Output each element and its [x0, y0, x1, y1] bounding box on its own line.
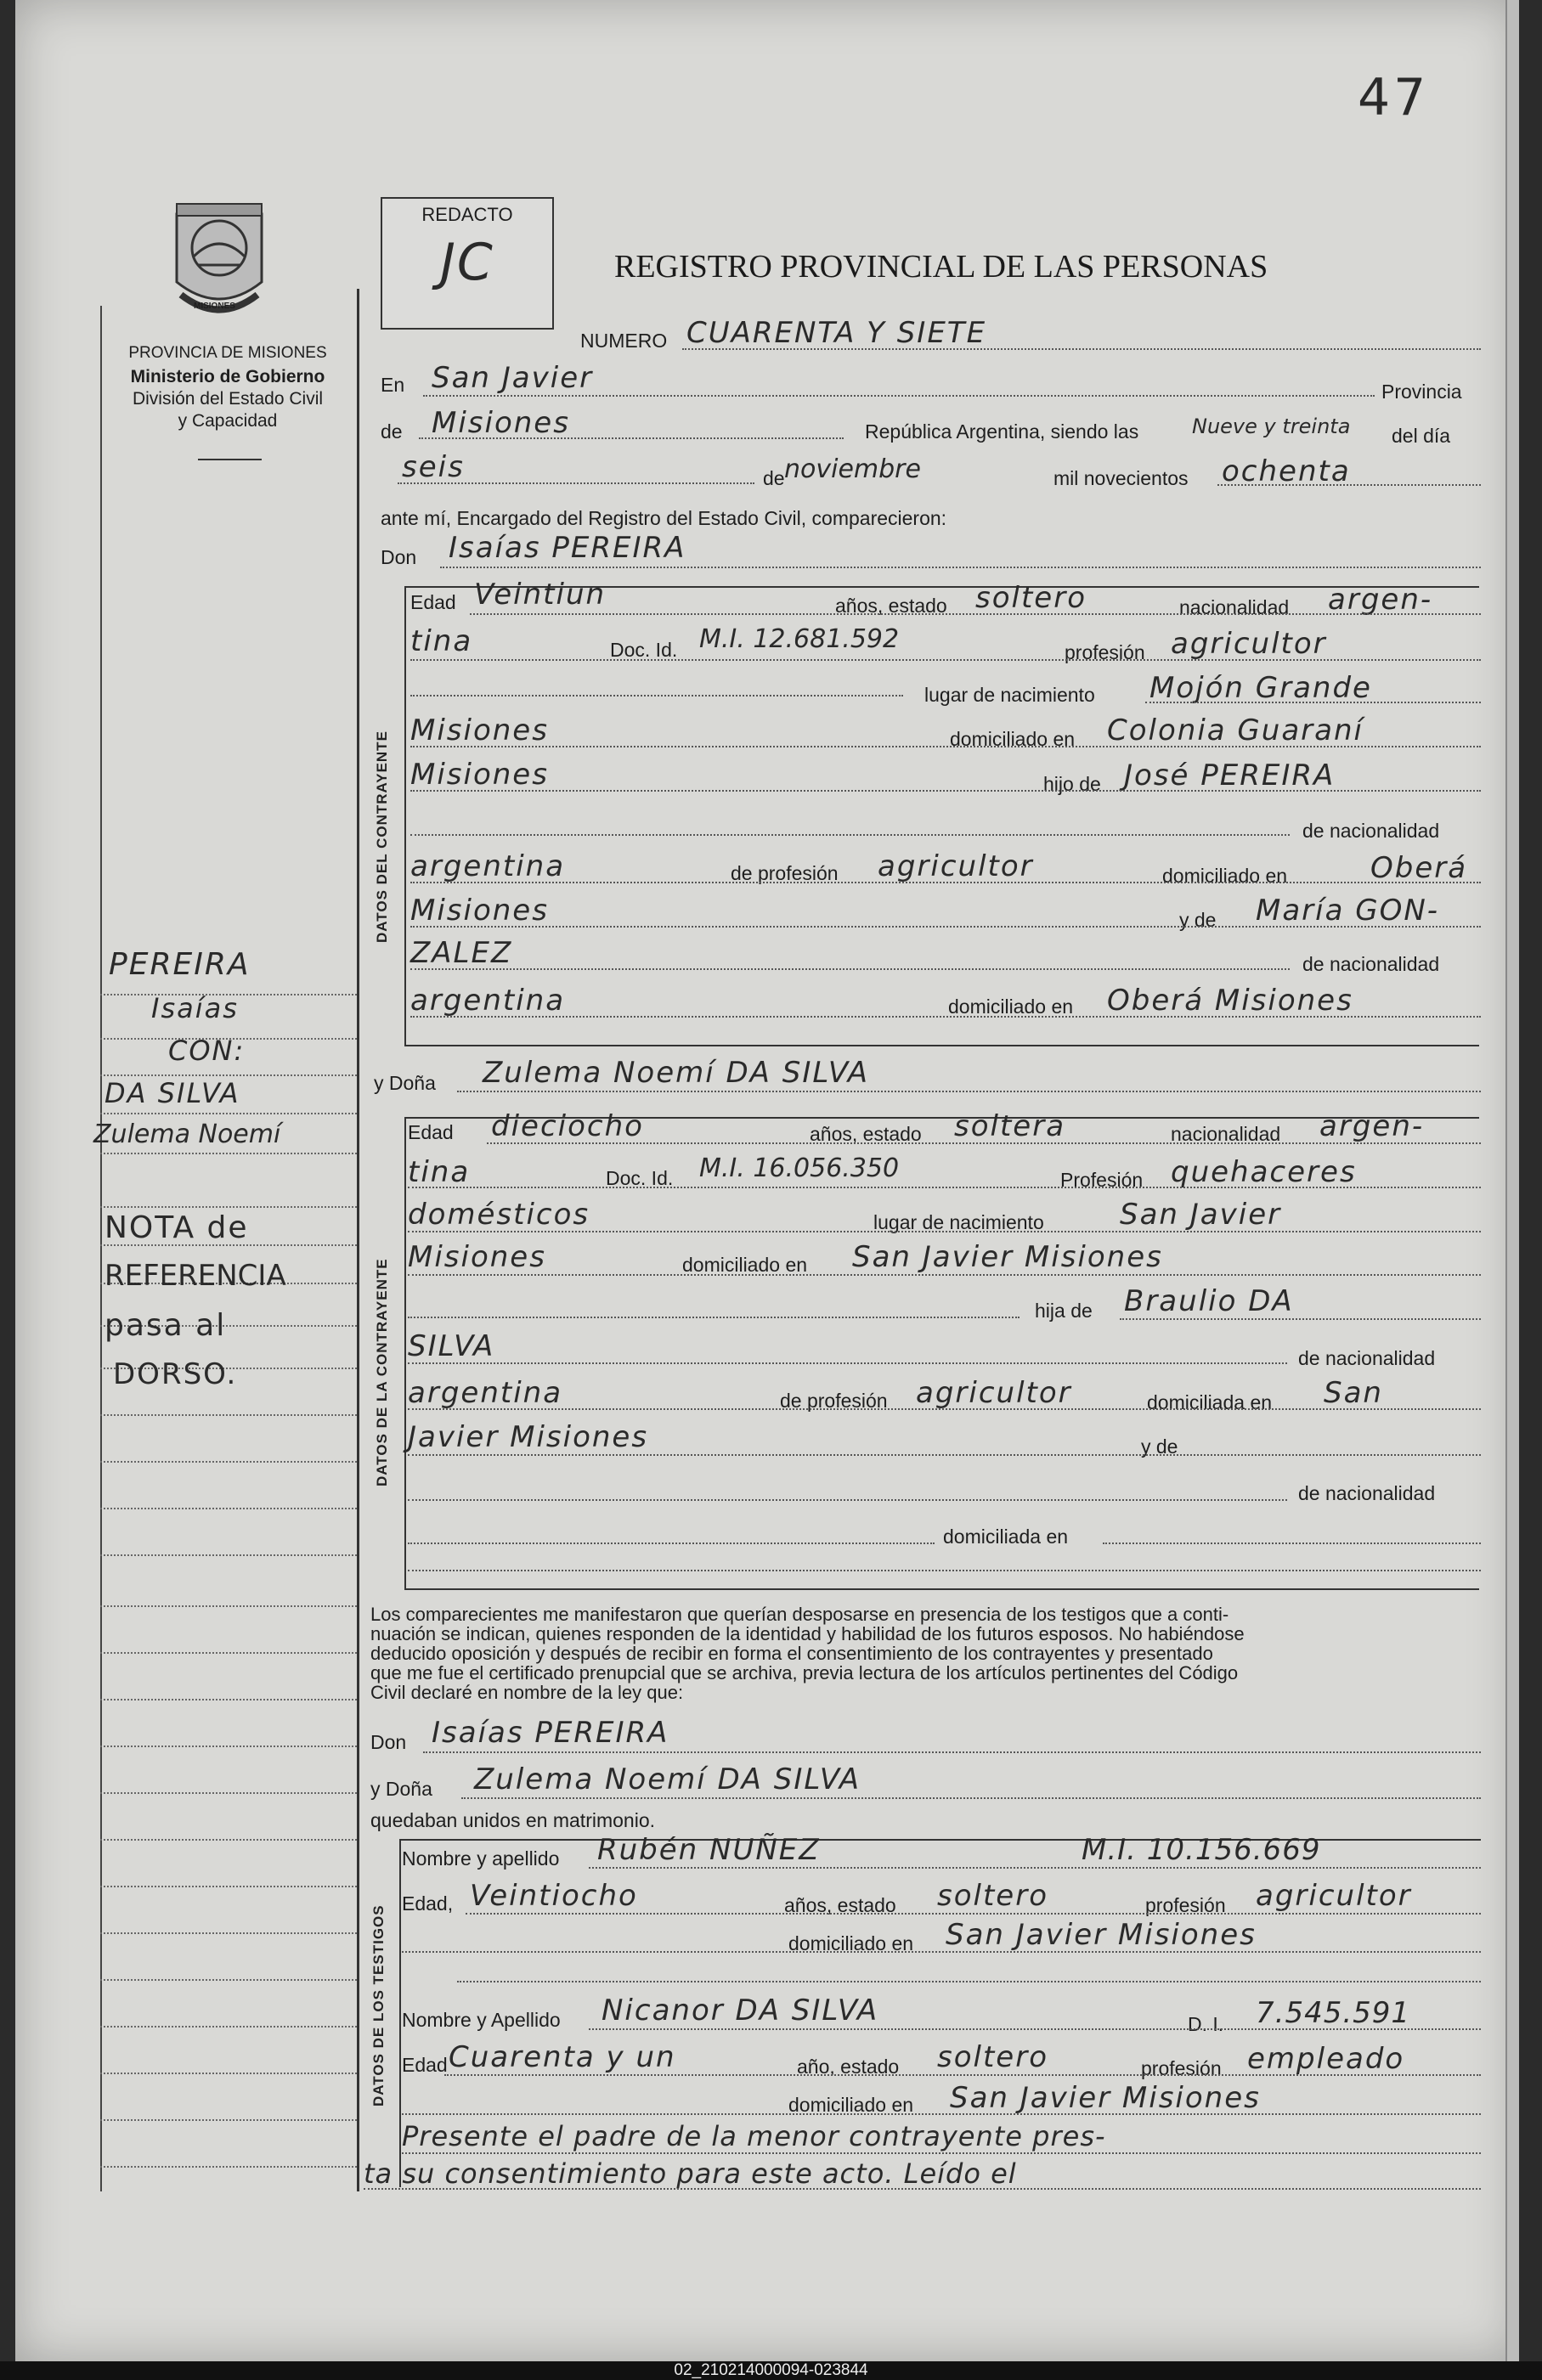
f-line-6	[408, 1362, 1287, 1364]
c-domiciliado-label: domiciliado en	[950, 728, 1076, 750]
t2-prof-label: profesión	[1141, 2057, 1222, 2079]
c-line-6	[410, 834, 1290, 836]
c-lugar-label: lugar de nacimiento	[924, 684, 1095, 706]
ante-label: ante mí, Encargado del Registro del Estado Civil, comparecieron:	[381, 507, 947, 529]
c-edad-value: Veintiun	[474, 578, 607, 612]
c-doc-value: M.I. 12.681.592	[699, 624, 900, 654]
mil-label: mil novecientos	[1053, 467, 1189, 489]
c-lugar-value-2: Misiones	[410, 713, 549, 747]
page-edge	[1505, 0, 1519, 2361]
c-padre-dom-value-2: Misiones	[410, 894, 549, 928]
decl-unidos: quedaban unidos en matrimonio.	[370, 1809, 656, 1831]
c-line-8	[410, 926, 1481, 928]
c-de-prof-label: de profesión	[731, 862, 839, 884]
decl-dona-line	[461, 1797, 1481, 1799]
dia-line	[398, 482, 754, 484]
testigos-note-2: ta su consentimiento para este acto. Leído el	[364, 2157, 1017, 2190]
dona-value: Zulema Noemí DA SILVA	[483, 1056, 870, 1090]
hora-value: Nueve y treinta	[1192, 415, 1351, 438]
margin-note-nota: NOTA de	[104, 1210, 249, 1245]
header-ministry: Ministerio de Gobierno	[130, 367, 325, 386]
t1-estado-value: soltero	[937, 1879, 1048, 1913]
c-hijo-label: hijo de	[1043, 773, 1101, 795]
margin-note-firstname: Isaías	[151, 992, 239, 1024]
numero-line	[682, 348, 1481, 350]
f-padre-nac-value: argentina	[408, 1376, 563, 1410]
f-edad-label: Edad	[408, 1121, 454, 1143]
f-line-10a	[408, 1542, 935, 1544]
c-padre-dom-label: domiciliado en	[1162, 865, 1288, 887]
c-madre-value-2: ZALEZ	[410, 936, 513, 970]
f-domicilio-value: San Javier Misiones	[852, 1240, 1163, 1274]
margin-note-bride-surname: DA SILVA	[104, 1077, 240, 1109]
c-padre-prof-value: agricultor	[878, 849, 1034, 883]
t2-anios-label: año, estado	[797, 2056, 900, 2078]
f-line-11	[408, 1570, 1481, 1571]
f-line-5a	[408, 1317, 1020, 1318]
margin-note-con: CON:	[168, 1035, 246, 1067]
en-label: En	[381, 374, 405, 396]
f-de-prof-label: de profesión	[780, 1390, 888, 1412]
declaration-line-5: Civil declaré en nombre de la ley que:	[370, 1682, 684, 1703]
c-line-5	[410, 790, 1481, 792]
seal-text: MISIONES	[194, 302, 235, 311]
c-edad-label: Edad	[410, 591, 456, 613]
t2-dom-label: domiciliado en	[788, 2094, 914, 2116]
t1-prof-value: agricultor	[1256, 1879, 1412, 1913]
t2-line-1	[589, 2028, 1481, 2030]
republica-label: República Argentina, siendo las	[865, 420, 1139, 443]
t1-nombre-value: Rubén NUÑEZ	[597, 1833, 821, 1867]
f-madre-dom-label: domiciliada en	[943, 1526, 1069, 1548]
dia-value: seis	[402, 450, 465, 484]
t2-di-value: 7.545.591	[1256, 1996, 1411, 2030]
f-lugar-label: lugar de nacimiento	[873, 1211, 1044, 1233]
de-mes-label: de	[763, 467, 785, 489]
c-nacionalidad-value-1: argen-	[1328, 583, 1433, 617]
testigos-side-label: DATOS DE LOS TESTIGOS	[370, 1904, 387, 2106]
t2-dom-value: San Javier Misiones	[950, 2081, 1261, 2115]
c-madre-dom-value: Oberá Misiones	[1107, 984, 1353, 1018]
margin-note-dorso: DORSO.	[113, 1357, 238, 1391]
f-anios-label: años, estado	[810, 1123, 922, 1145]
anio-line	[1217, 484, 1481, 486]
f-padre-dom-label: domiciliada en	[1147, 1391, 1273, 1413]
declaration-line-2: nuación se indican, quienes responden de la identidad y habilidad de los futuros esposos. No habiéndose	[370, 1623, 1245, 1644]
del-dia-label: del día	[1392, 425, 1451, 447]
dona-label: y Doña	[374, 1072, 436, 1094]
declaration-line-1: Los comparecientes me manifestaron que querían desposarse en presencia de los testigos que a conti-	[370, 1604, 1229, 1625]
t2-nombre-label: Nombre y Apellido	[402, 2009, 561, 2031]
t2-line-2	[444, 2074, 1481, 2076]
margin-note-pasa: pasa al	[104, 1308, 227, 1343]
c-line-10	[410, 1016, 1481, 1018]
t1-doc-value: M.I. 10.156.669	[1082, 1833, 1321, 1867]
c-padre-nac-value: argentina	[410, 849, 566, 883]
f-line-5b	[1120, 1318, 1481, 1320]
c-padre-value: José PEREIRA	[1124, 759, 1336, 792]
en-value: San Javier	[432, 361, 594, 395]
c-lugar-value-1: Mojón Grande	[1149, 671, 1372, 705]
f-line-4	[408, 1274, 1481, 1276]
t1-dom-value: San Javier Misiones	[946, 1918, 1257, 1952]
t2-prof-value: empleado	[1247, 2042, 1405, 2076]
t1-line-3	[402, 1951, 1481, 1953]
f-lugar-value-1: San Javier	[1120, 1198, 1282, 1232]
c-line-9	[410, 968, 1290, 970]
declaration-line-3: deducido oposición y después de recibir en forma el consentimiento de los contrayentes y presentado	[370, 1643, 1213, 1664]
f-nacionalidad-value-2: tina	[408, 1155, 471, 1189]
testigos-note-1: Presente el padre de la menor contrayente pres-	[402, 2120, 1106, 2152]
c-padre-nac-label: de nacionalidad	[1302, 820, 1440, 842]
margin-note-referencia: REFERENCIA	[104, 1259, 286, 1293]
anio-value: ochenta	[1222, 454, 1351, 488]
t1-edad-label: Edad,	[402, 1892, 454, 1915]
don-line	[440, 567, 1481, 568]
de-line	[419, 437, 844, 439]
note-line-1	[402, 2152, 1481, 2154]
t2-di-label: D. I.	[1188, 2013, 1224, 2035]
c-nacionalidad-value-2: tina	[410, 624, 473, 658]
f-padre-value-2: SILVA	[408, 1329, 495, 1363]
t1-line-4	[457, 1981, 1481, 1982]
f-padre-value-1: Braulio DA	[1124, 1284, 1294, 1318]
header-divider	[198, 459, 262, 460]
f-y-de-label: y de	[1141, 1435, 1178, 1458]
margin-column-divider	[357, 289, 359, 2191]
contrayente-bottom-rule	[404, 1045, 1479, 1046]
f-profesion-value-2: domésticos	[408, 1198, 590, 1232]
header-division-2: y Capacidad	[178, 411, 278, 431]
c-line-2	[410, 659, 1481, 661]
numero-value: CUARENTA Y SIETE	[686, 316, 987, 350]
t1-anios-label: años, estado	[784, 1894, 896, 1916]
margin-note-bride-name: Zulema Noemí	[93, 1120, 281, 1149]
f-padre-nac-label: de nacionalidad	[1298, 1347, 1436, 1369]
f-hija-label: hija de	[1035, 1300, 1093, 1322]
c-line-3a	[410, 695, 903, 697]
contrayente-f-side-label: DATOS DE LA CONTRAYENTE	[374, 1258, 390, 1486]
numero-label: NUMERO	[580, 330, 668, 352]
decl-don-value: Isaías PEREIRA	[432, 1716, 669, 1750]
c-doc-label: Doc. Id.	[610, 639, 678, 661]
de-value: Misiones	[432, 406, 570, 440]
c-nacionalidad-label: nacionalidad	[1179, 596, 1290, 618]
t1-line-2	[466, 1913, 1481, 1915]
document-page	[15, 0, 1519, 2361]
decl-don-label: Don	[370, 1731, 407, 1753]
c-line-1	[470, 613, 1481, 615]
f-line-10b	[1103, 1542, 1481, 1544]
f-nacionalidad-value-1: argen-	[1319, 1109, 1425, 1143]
f-madre-nac-label: de nacionalidad	[1298, 1482, 1436, 1504]
f-line-1	[487, 1142, 1481, 1144]
document-title: REGISTRO PROVINCIAL DE LAS PERSONAS	[614, 249, 1268, 285]
margin-column-border	[100, 306, 102, 2191]
dona-line	[457, 1091, 1481, 1092]
stamp-label: REDACTO	[421, 204, 513, 225]
t1-edad-value: Veintiocho	[470, 1879, 638, 1913]
t1-prof-label: profesión	[1145, 1894, 1226, 1916]
f-line-8	[408, 1454, 1481, 1456]
t1-nombre-label: Nombre y apellido	[402, 1847, 560, 1870]
redacto-stamp	[381, 197, 554, 330]
t2-edad-value: Cuarenta y un	[449, 2040, 676, 2074]
c-line-3b	[1145, 702, 1481, 703]
c-line-4	[410, 746, 1481, 747]
c-anios-label: años, estado	[835, 595, 947, 617]
testigos-bracket	[399, 1839, 401, 2187]
contrayente-side-label: DATOS DEL CONTRAYENTE	[374, 730, 390, 943]
declaration-line-4: que me fue el certificado prenupcial que se archiva, previa lectura de los artículos pertinentes del Código	[370, 1662, 1239, 1683]
page-number: 47	[1358, 68, 1430, 127]
c-line-7	[410, 882, 1481, 883]
c-padre-dom-value-1: Oberá	[1370, 851, 1468, 885]
contrayente-f-bottom-rule	[404, 1588, 1479, 1590]
f-line-7	[408, 1408, 1481, 1410]
don-label: Don	[381, 546, 417, 568]
t2-line-3	[402, 2113, 1481, 2115]
t2-nombre-value: Nicanor DA SILVA	[602, 1994, 879, 2028]
c-profesion-label: profesión	[1065, 641, 1145, 663]
f-domiciliado-label: domiciliado en	[682, 1254, 808, 1276]
c-madre-dom-label: domiciliado en	[948, 995, 1074, 1018]
f-line-9	[408, 1499, 1287, 1501]
c-madre-nac-value: argentina	[410, 984, 566, 1018]
c-madre-value-1: María GON-	[1256, 894, 1440, 928]
mes-value: noviembre	[784, 454, 921, 484]
c-domicilio-value-1: Colonia Guaraní	[1107, 713, 1364, 747]
t1-dom-label: domiciliado en	[788, 1932, 914, 1954]
c-y-de-label: y de	[1179, 909, 1217, 931]
f-profesion-label: Profesión	[1060, 1169, 1144, 1191]
t2-estado-value: soltero	[937, 2040, 1048, 2074]
footer-code: 02_210214000094-023844	[0, 2361, 1542, 2380]
f-padre-dom-value-1: San	[1324, 1376, 1383, 1410]
decl-don-line	[423, 1751, 1481, 1753]
f-doc-value: M.I. 16.056.350	[699, 1153, 900, 1183]
header-division-1: División del Estado Civil	[132, 389, 324, 409]
contrayente-f-bracket	[404, 1117, 406, 1588]
f-nacionalidad-label: nacionalidad	[1171, 1123, 1281, 1145]
f-doc-label: Doc. Id.	[606, 1167, 674, 1189]
f-line-3	[408, 1231, 1481, 1232]
f-padre-prof-value: agricultor	[916, 1376, 1072, 1410]
t1-line-1	[589, 1867, 1481, 1869]
de-label: de	[381, 420, 403, 443]
f-edad-value: dieciocho	[491, 1109, 644, 1143]
f-estado-value: soltera	[954, 1109, 1066, 1143]
f-profesion-value-1: quehaceres	[1171, 1155, 1357, 1189]
note-line-2	[364, 2188, 1481, 2190]
decl-dona-value: Zulema Noemí DA SILVA	[474, 1762, 861, 1796]
header-province: PROVINCIA DE MISIONES	[128, 344, 327, 362]
t2-edad-label: Edad	[402, 2054, 448, 2076]
f-padre-dom-value-2: Javier Misiones	[408, 1420, 649, 1454]
provincia-label: Provincia	[1381, 381, 1462, 403]
f-line-2	[408, 1187, 1481, 1188]
c-domicilio-value-2: Misiones	[410, 758, 549, 792]
c-estado-value: soltero	[975, 581, 1087, 615]
stamp-initials: JC	[440, 233, 494, 292]
c-profesion-value: agricultor	[1171, 627, 1327, 661]
contrayente-bracket	[404, 586, 406, 1045]
en-line	[423, 395, 1375, 397]
don-value: Isaías PEREIRA	[449, 531, 686, 565]
margin-note-surname: PEREIRA	[109, 947, 251, 982]
c-madre-nac-label: de nacionalidad	[1302, 953, 1440, 975]
decl-dona-label: y Doña	[370, 1778, 432, 1800]
f-lugar-value-2: Misiones	[408, 1240, 546, 1274]
